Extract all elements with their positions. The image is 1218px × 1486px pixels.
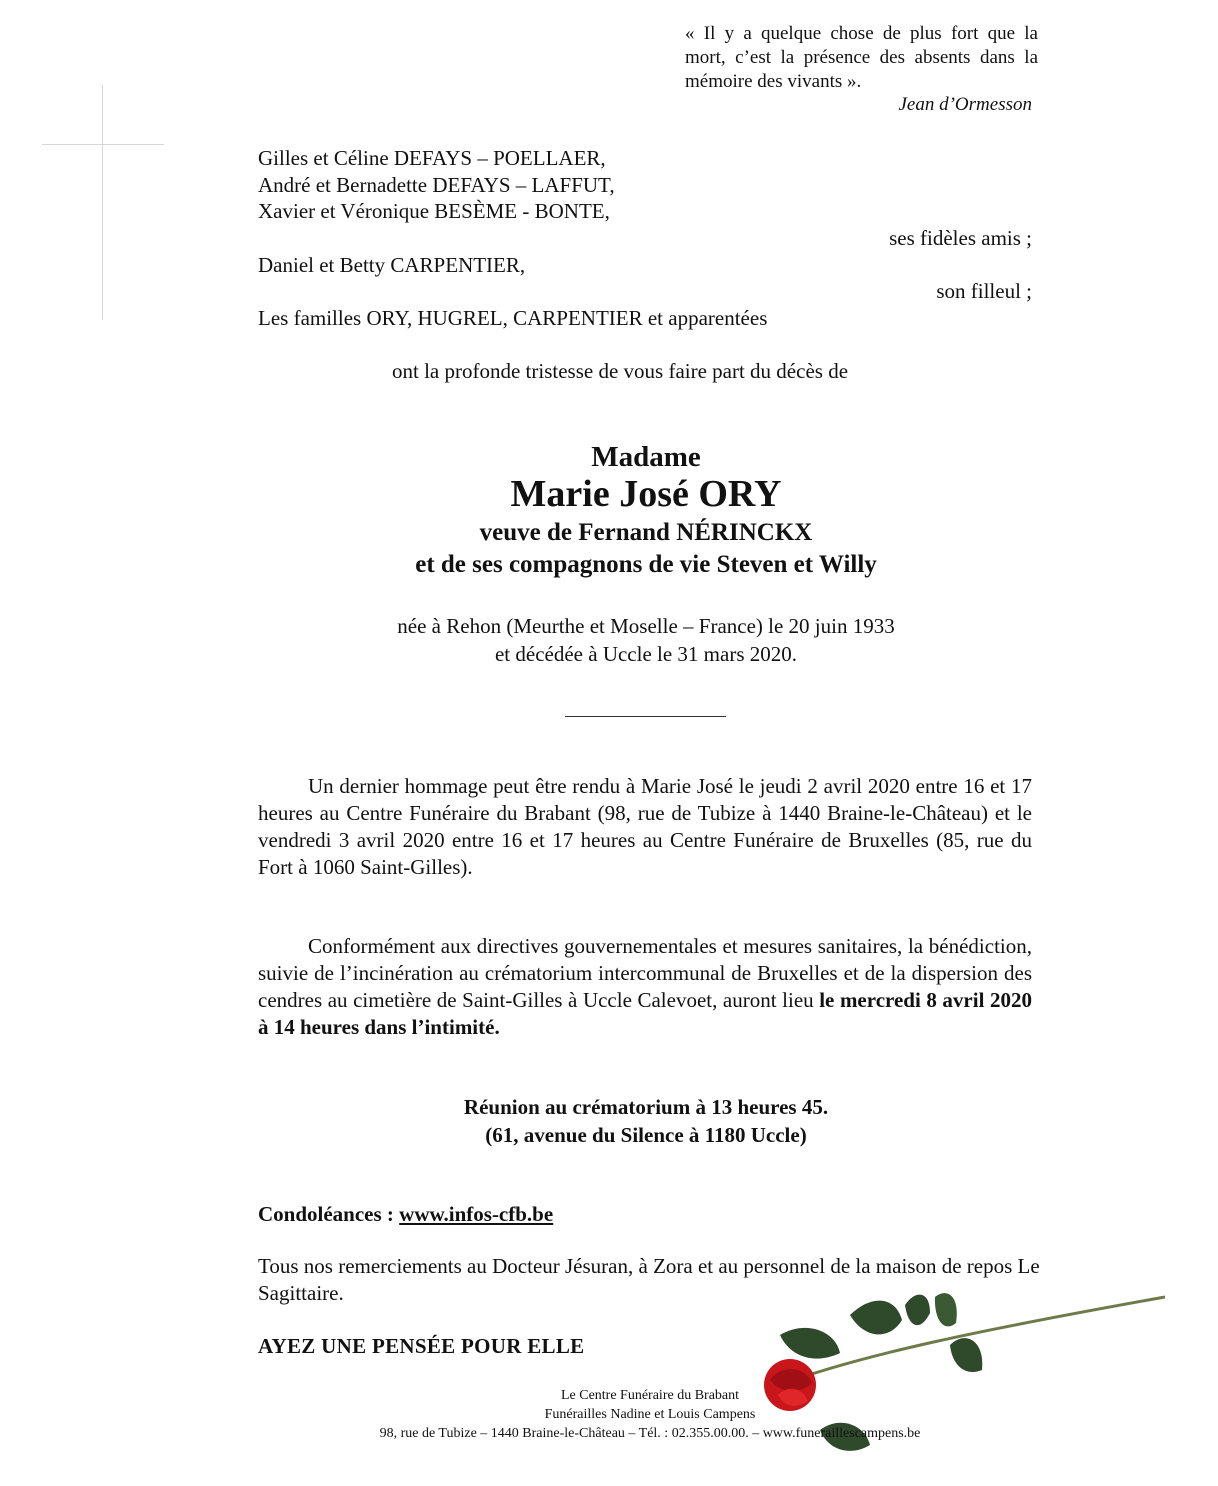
family-line-2: André et Bernadette DEFAYS – LAFFUT, <box>258 173 615 197</box>
rose-leaf <box>950 1338 982 1372</box>
section-divider <box>565 716 726 717</box>
footer-line-2: Funérailles Nadine et Louis Campens <box>544 1407 756 1422</box>
deceased-title: Madame <box>591 441 701 473</box>
rose-leaf <box>850 1301 902 1335</box>
meeting-address: (61, avenue du Silence à 1180 Uccle) <box>485 1123 807 1147</box>
announcement-text: ont la profonde tristesse de vous faire part du décès de <box>392 359 849 383</box>
cross-vertical <box>102 85 103 320</box>
tribute-text: Un dernier hommage peut être rendu à Marie José le jeudi 2 avril 2020 entre 16 et 17 heures au Centre Funéraire du Brabant (98, rue de Tubize à 1440 Braine-le-Château) et le vendredi 3 avril 2020 entre 16 et 17 heures au Centre Funéraire de Bruxelles (85, rue du Fort à 1060 Saint-Gilles). <box>258 774 1032 879</box>
birth-death-block <box>260 612 1032 668</box>
meeting-block <box>260 1093 1032 1149</box>
family-line-4: Daniel et Betty CARPENTIER, <box>258 253 526 277</box>
deceased-widow-of: veuve de Fernand NÉRINCKX <box>479 519 813 546</box>
ceremony-text: Conformément aux directives gouvernementales et mesures sanitaires, la bénédiction, suivie de l’incinération au crématorium intercommunal de Bruxelles et de la dispersion des cendres au cimetière de Saint-Gilles à Uccle Calevoet, auront lieu <box>258 934 1032 1012</box>
family-role-godson: son filleul ; <box>936 279 1032 303</box>
deceased-name: Marie José ORY <box>510 473 782 515</box>
ceremony-paragraph <box>258 933 1032 1041</box>
deceased-name-block <box>260 440 1032 581</box>
epigraph-quote: « Il y a quelque chose de plus fort que la mort, c’est la présence des absents dans la mémoire des vivants ». <box>685 23 1038 92</box>
cross-horizontal <box>42 144 164 145</box>
thanks-text: Tous nos remerciements au Docteur Jésuran, à Zora et au personnel de la maison de repos Le Sagittaire. <box>258 1254 1040 1305</box>
condolences-link[interactable]: www.infos-cfb.be <box>399 1202 554 1226</box>
family-line-1: Gilles et Céline DEFAYS – POELLAER, <box>258 146 606 170</box>
condolences <box>258 1200 553 1228</box>
tribute-paragraph <box>258 773 1032 881</box>
epigraph-author: Jean d’Ormesson <box>898 94 1032 115</box>
family-role-friends: ses fidèles amis ; <box>889 226 1032 250</box>
birth-line: née à Rehon (Meurthe et Moselle – France) le 20 juin 1933 <box>397 614 895 638</box>
remember-heading: AYEZ UNE PENSÉE POUR ELLE <box>258 1334 585 1358</box>
condolences-label: Condoléances : <box>258 1202 394 1226</box>
family-line-3: Xavier et Véronique BESÈME - BONTE, <box>258 199 610 223</box>
ceremony-date: le mercredi 8 avril 2020 à 14 heures dans l’intimité. <box>258 988 1032 1039</box>
rose-leaf <box>935 1293 957 1326</box>
meeting-time: Réunion au crématorium à 13 heures 45. <box>463 1095 829 1119</box>
family-line-5: Les familles ORY, HUGREL, CARPENTIER et apparentées <box>258 306 768 330</box>
footer-line-1: Le Centre Funéraire du Brabant <box>560 1388 740 1403</box>
rose-leaf <box>780 1328 840 1359</box>
rose-illustration <box>720 1285 1180 1480</box>
death-line: et décédée à Uccle le 31 mars 2020. <box>494 642 798 666</box>
footer-line-3: 98, rue de Tubize – 1440 Braine-le-Château – Tél. : 02.355.00.00. – www.funeraillescampens.be <box>379 1426 921 1441</box>
deceased-companions: et de ses compagnons de vie Steven et Willy <box>415 551 877 578</box>
rose-leaf <box>905 1295 930 1326</box>
